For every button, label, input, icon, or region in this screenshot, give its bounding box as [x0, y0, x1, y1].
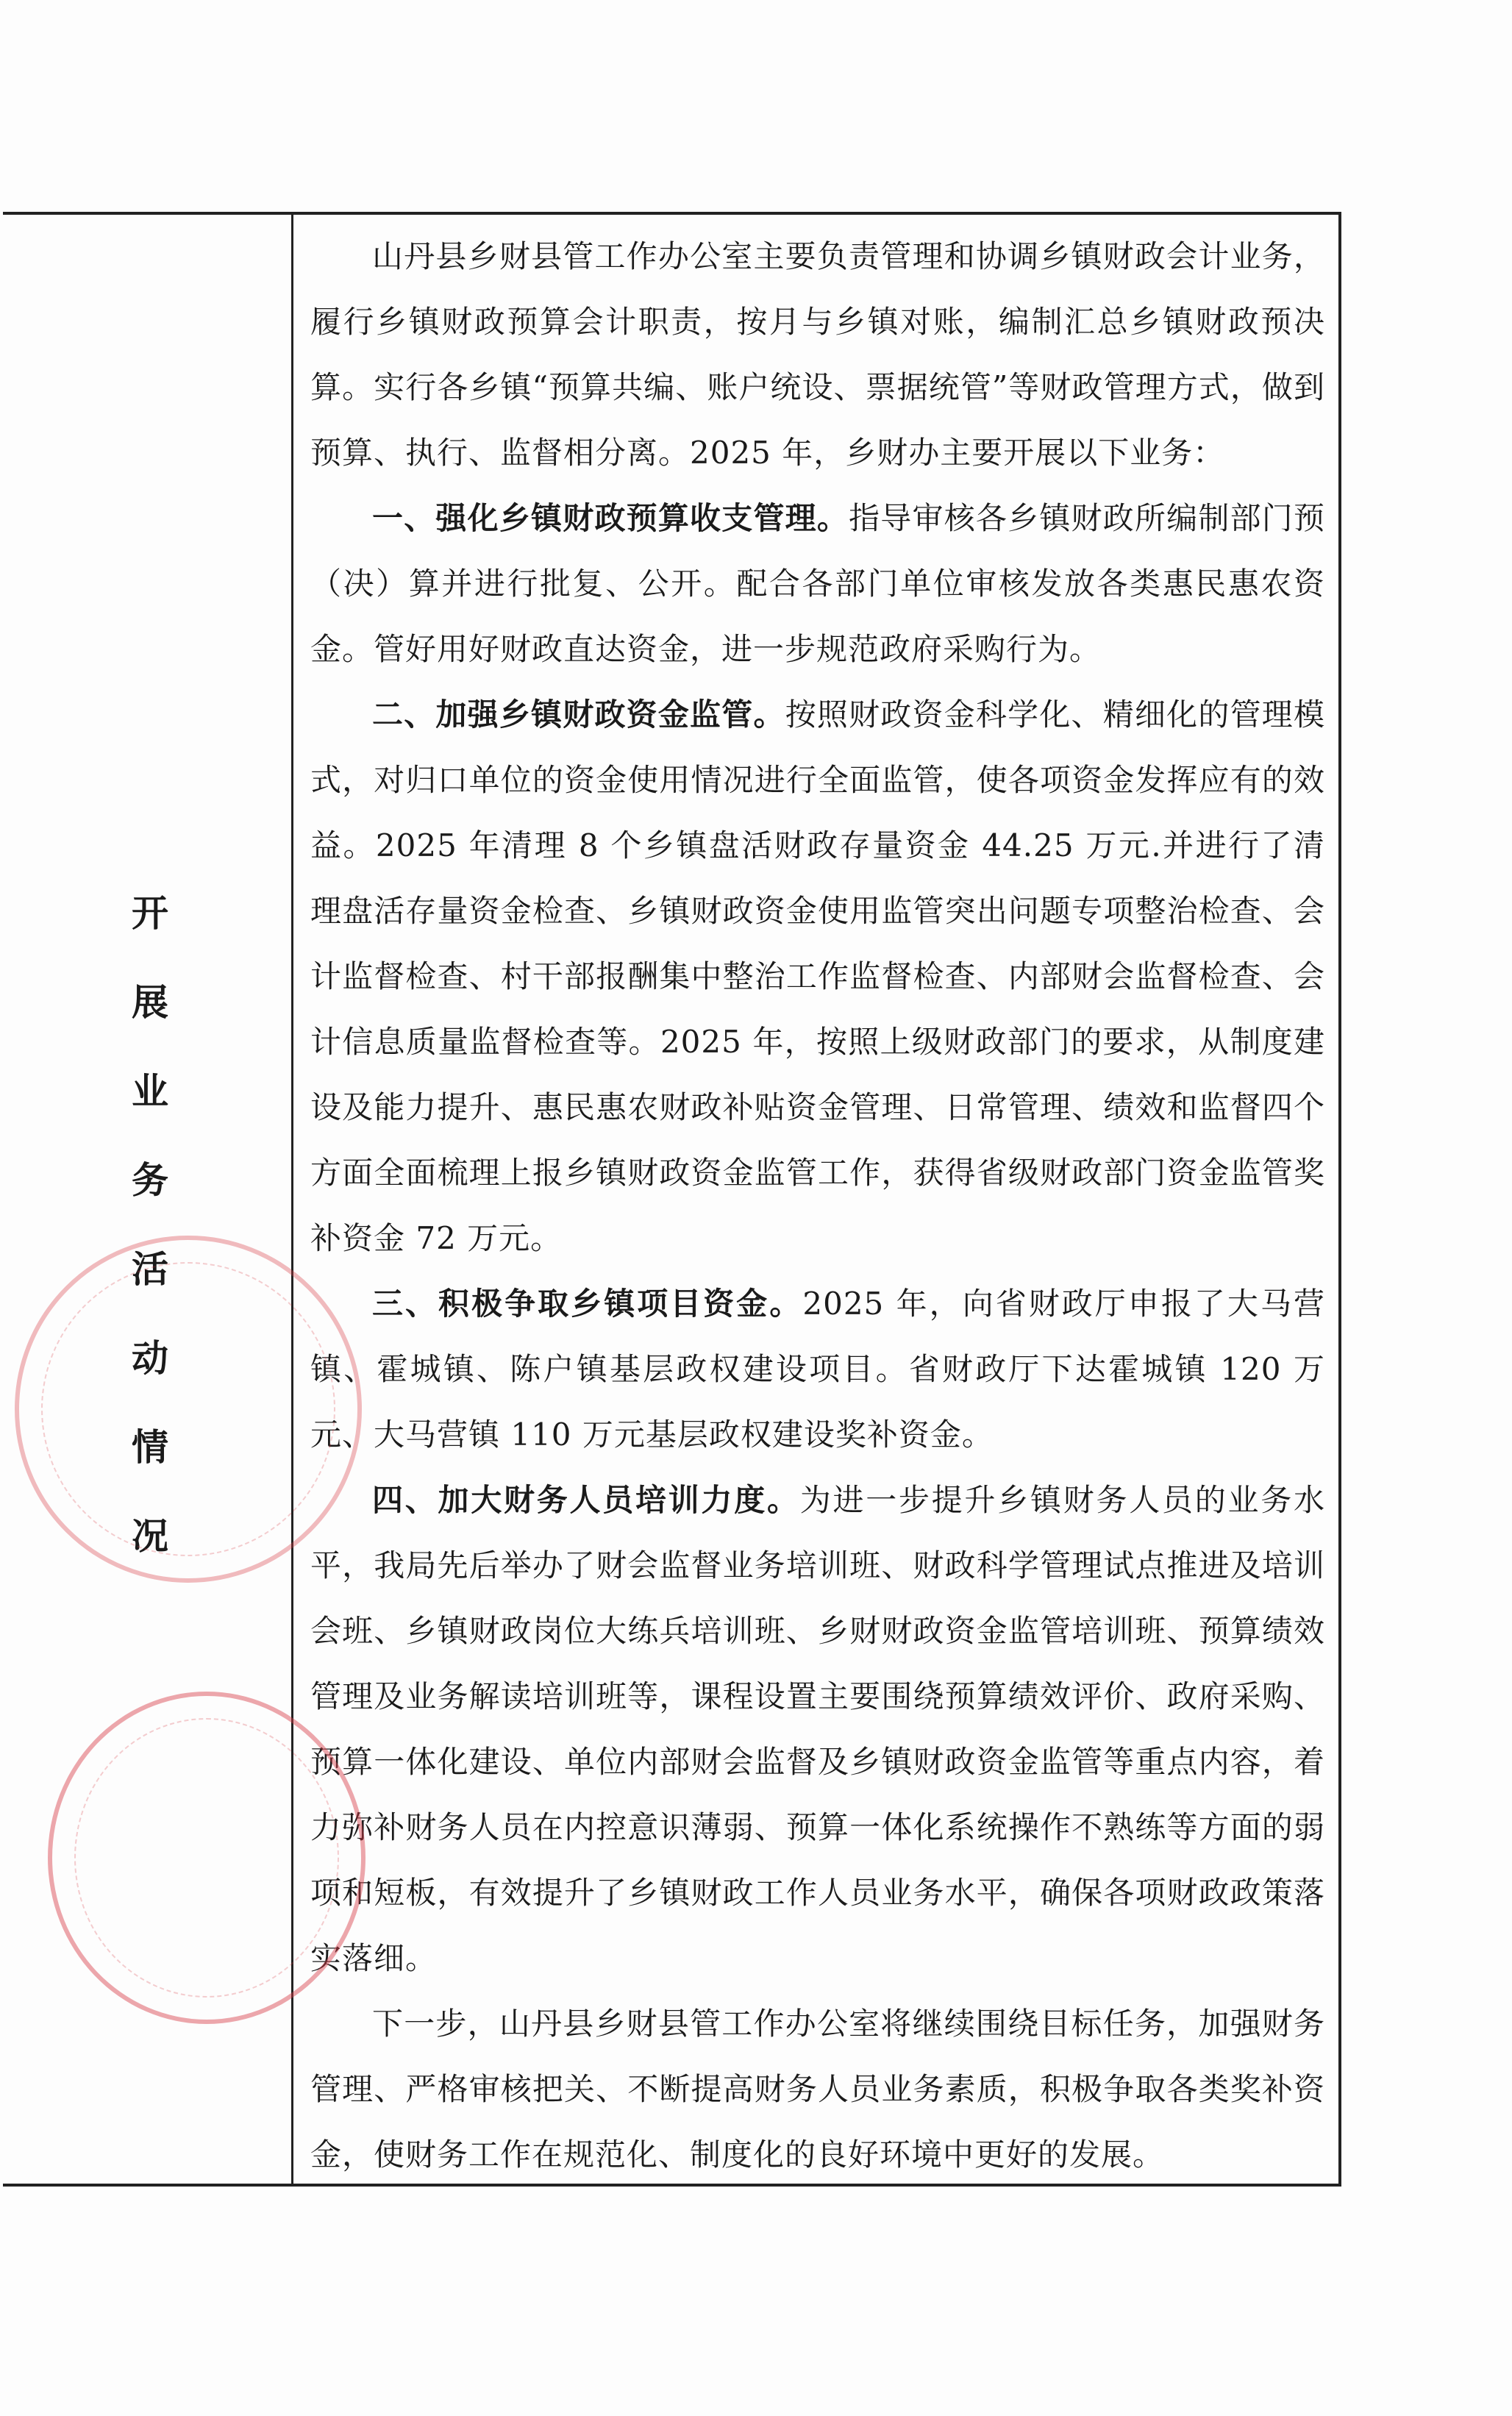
- next-steps-paragraph: [310, 1991, 1325, 2187]
- label-char: 务: [132, 1159, 168, 1202]
- paragraph-body: 为进一步提升乡镇财务人员的业务水平，我局先后举办了财会监督业务培训班、财政科学管理试点推进及培训会班、乡镇财政岗位大练兵培训班、乡财财政资金监管培训班、预算绩效管理及业务解读培训班等，课程设置主要围绕预算绩效评价、政府采购、预算一体化建设、单位内部财会监督及乡镇财政资金监管等重点内容，着力弥补财务人员在内控意识薄弱、预算一体化系统操作不熟练等方面的弱项和短板，有效提升了乡镇财政工作人员业务水平，确保各项财政政策落实落细。: [310, 1482, 1325, 1976]
- paragraph-body: 指导审核各乡镇财政所编制部门预（决）算并进行批复、公开。配合各部门单位审核发放各类惠民惠农资金。管好用好财政直达资金，进一步规范政府采购行为。: [310, 500, 1325, 667]
- paragraph-body: 下一步，山丹县乡财县管工作办公室将继续围绕目标任务，加强财务管理、严格审核把关、不断提高财务人员业务素质，积极争取各类奖补资金，使财务工作在规范化、制度化的良好环境中更好的发展。: [310, 2006, 1325, 2173]
- paragraph-heading: 三、积极争取乡镇项目资金。: [372, 1286, 803, 1322]
- paragraph-body: 山丹县乡财县管工作办公室主要负责管理和协调乡镇财政会计业务，履行乡镇财政预算会计职责，按月与乡镇对账，编制汇总乡镇财政预决算。实行各乡镇“预算共编、账户统设、票据统管”等财政管理方式，做到预算、执行、监督相分离。2025 年，乡财办主要开展以下业务：: [310, 238, 1325, 471]
- paragraph-body: 2025 年，向省财政厅申报了大马营镇、霍城镇、陈户镇基层政权建设项目。省财政厅下达霍城镇 120 万元、大马营镇 110 万元基层政权建设奖补资金。: [310, 1286, 1325, 1453]
- label-char: 情: [132, 1426, 168, 1469]
- staff-training-paragraph: [310, 1467, 1325, 1991]
- intro-paragraph: [310, 224, 1325, 485]
- paragraph-heading: 二、加强乡镇财政资金监管。: [372, 696, 785, 733]
- project-funds-paragraph: [310, 1271, 1325, 1467]
- budget-management-paragraph: [310, 485, 1325, 682]
- label-char: 开: [132, 892, 168, 935]
- paragraph-body: 按照财政资金科学化、精细化的管理模式，对归口单位的资金使用情况进行全面监管，使各项资金发挥应有的效益。2025 年清理 8 个乡镇盘活财政存量资金 44.25 万元.并进行了清理盘活存量资金检查、乡镇财政资金使用监管突出问题专项整治检查、会计监督检查、村干部报酬集中整治工作监督检查、内部财会监督检查、会计信息质量监督检查等。2025 年，按照上级财政部门的要求，从制度建设及能力提升、惠民惠农财政补贴资金管理、日常管理、绩效和监督四个方面全面梳理上报乡镇财政资金监管工作，获得省级财政部门资金监管奖补资金 72 万元。: [310, 696, 1325, 1256]
- label-char: 况: [132, 1515, 168, 1558]
- activity-table: [3, 212, 1341, 2187]
- label-char: 活: [132, 1248, 168, 1291]
- activity-section-label: [113, 869, 187, 1581]
- fund-supervision-paragraph: [310, 682, 1325, 1271]
- paragraph-heading: 一、强化乡镇财政预算收支管理。: [372, 500, 849, 536]
- label-char: 展: [132, 981, 168, 1024]
- label-column: [3, 215, 293, 2184]
- label-char: 业: [132, 1070, 168, 1113]
- paragraph-heading: 四、加大财务人员培训力度。: [372, 1482, 800, 1518]
- label-char: 动: [132, 1337, 168, 1380]
- content-column: [296, 215, 1338, 2184]
